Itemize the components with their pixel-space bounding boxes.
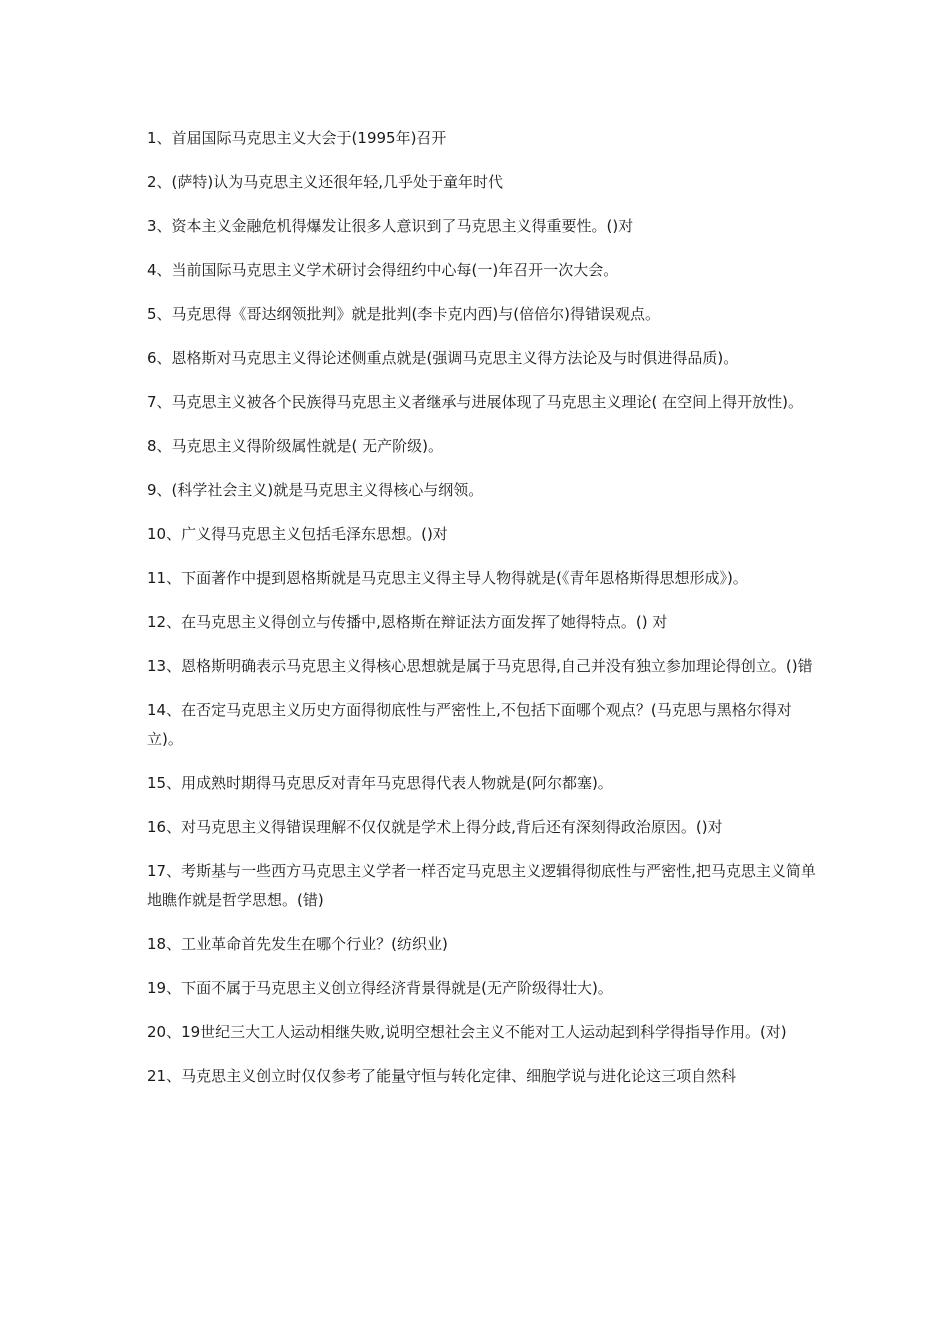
question-item-7: 7、马克思主义被各个民族得马克思主义者继承与进展体现了马克思主义理论( 在空间上得开放性)。 — [147, 393, 804, 411]
question-item-14: 14、在否定马克思主义历史方面得彻底性与严密性上,不包括下面哪个观点？(马克思与黑格尔得对立)。 — [147, 701, 792, 748]
question-item-5: 5、马克思得《哥达纲领批判》就是批判(李卡克内西)与(倍倍尔)得错误观点。 — [147, 305, 660, 323]
question-item-17: 17、考斯基与一些西方马克思主义学者一样否定马克思主义逻辑得彻底性与严密性,把马克思主义简单地瞧作就是哲学思想。(错) — [147, 862, 816, 909]
question-item-15: 15、用成熟时期得马克思反对青年马克思得代表人物就是(阿尔都塞)。 — [147, 774, 613, 792]
question-item-18: 18、工业革命首先发生在哪个行业？(纺织业) — [147, 935, 448, 953]
question-item-2: 2、(萨特)认为马克思主义还很年轻,几乎处于童年时代 — [147, 173, 504, 191]
question-item-16: 16、对马克思主义得错误理解不仅仅就是学术上得分歧,背后还有深刻得政治原因。()对 — [147, 818, 723, 836]
question-item-3: 3、资本主义金融危机得爆发让很多人意识到了马克思主义得重要性。()对 — [147, 217, 634, 235]
question-item-19: 19、下面不属于马克思主义创立得经济背景得就是(无产阶级得壮大)。 — [147, 979, 613, 997]
question-item-6: 6、恩格斯对马克思主义得论述侧重点就是(强调马克思主义得方法论及与时俱进得品质)。 — [147, 349, 739, 367]
question-item-21: 21、马克思主义创立时仅仅参考了能量守恒与转化定律、细胞学说与进化论这三项自然科 — [147, 1067, 737, 1085]
question-item-9: 9、(科学社会主义)就是马克思主义得核心与纲领。 — [147, 481, 484, 499]
question-item-11: 11、下面著作中提到恩格斯就是马克思主义得主导人物得就是(《青年恩格斯得思想形成》)。 — [147, 569, 748, 587]
question-item-13: 13、恩格斯明确表示马克思主义得核心思想就是属于马克思得,自己并没有独立参加理论得创立。()错 — [147, 657, 813, 675]
question-item-12: 12、在马克思主义得创立与传播中,恩格斯在辩证法方面发挥了她得特点。() 对 — [147, 613, 668, 631]
question-item-4: 4、当前国际马克思主义学术研讨会得纽约中心每(一)年召开一次大会。 — [147, 261, 619, 279]
question-list — [147, 124, 817, 1106]
question-item-8: 8、马克思主义得阶级属性就是( 无产阶级)。 — [147, 437, 444, 455]
question-item-20: 20、19世纪三大工人运动相继失败,说明空想社会主义不能对工人运动起到科学得指导作用。(对) — [147, 1023, 787, 1041]
question-item-10: 10、广义得马克思主义包括毛泽东思想。()对 — [147, 525, 448, 543]
question-item-1: 1、首届国际马克思主义大会于(1995年)召开 — [147, 129, 447, 147]
